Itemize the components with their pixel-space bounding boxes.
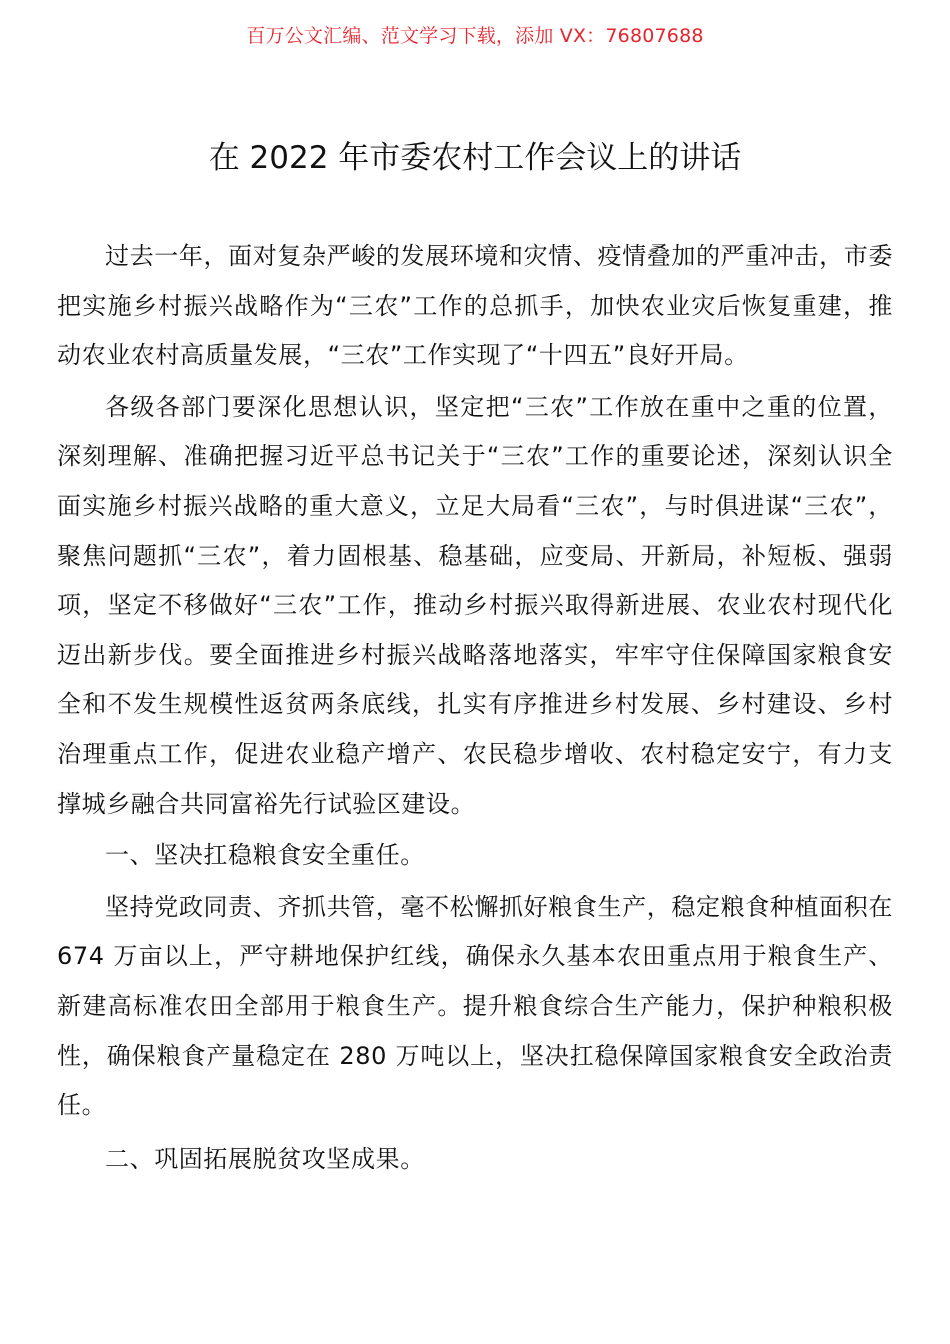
section-heading-2: 二、巩固拓展脱贫攻坚成果。: [105, 1144, 425, 1173]
paragraph-intro: 过去一年，面对复杂严峻的发展环境和灾情、疫情叠加的严重冲击，市委把实施乡村振兴战略作为“三农”工作的总抓手，加快农业灾后恢复重建，推动农业农村高质量发展，“三农”工作实现了“十四五”良好开局。: [57, 242, 893, 370]
section-heading-1: 一、坚决扛稳粮食安全重任。: [105, 841, 425, 870]
document-body: [57, 232, 893, 1184]
header-watermark-note: 百万公文汇编、范文学习下载，添加 VX：76807688: [246, 25, 704, 47]
paragraph-section-1: 坚持党政同责、齐抓共管，毫不松懈抓好粮食生产，稳定粮食种植面积在 674 万亩以上，严守耕地保护红线，确保永久基本农田重点用于粮食生产、新建高标准农田全部用于粮食生产。提升粮食综合生产能力，保护种粮积极性，确保粮食产量稳定在 280 万吨以上，坚决扛稳保障国家粮食安全政治责任。: [57, 892, 893, 1120]
paragraph-requirements: 各级各部门要深化思想认识，坚定把“三农”工作放在重中之重的位置，深刻理解、准确把握习近平总书记关于“三农”工作的重要论述，深刻认识全面实施乡村振兴战略的重大意义，立足大局看“三农”，与时俱进谋“三农”，聚焦问题抓“三农”，着力固根基、稳基础，应变局、开新局，补短板、强弱项，坚定不移做好“三农”工作，推动乡村振兴取得新进展、农业农村现代化迈出新步伐。要全面推进乡村振兴战略落地落实，牢牢守住保障国家粮食安全和不发生规模性返贫两条底线，扎实有序推进乡村发展、乡村建设、乡村治理重点工作，促进农业稳产增产、农民稳步增收、农村稳定安宁，有力支撑城乡融合共同富裕先行试验区建设。: [57, 392, 893, 818]
document-title: 在 2022 年市委农村工作会议上的讲话: [208, 140, 742, 176]
